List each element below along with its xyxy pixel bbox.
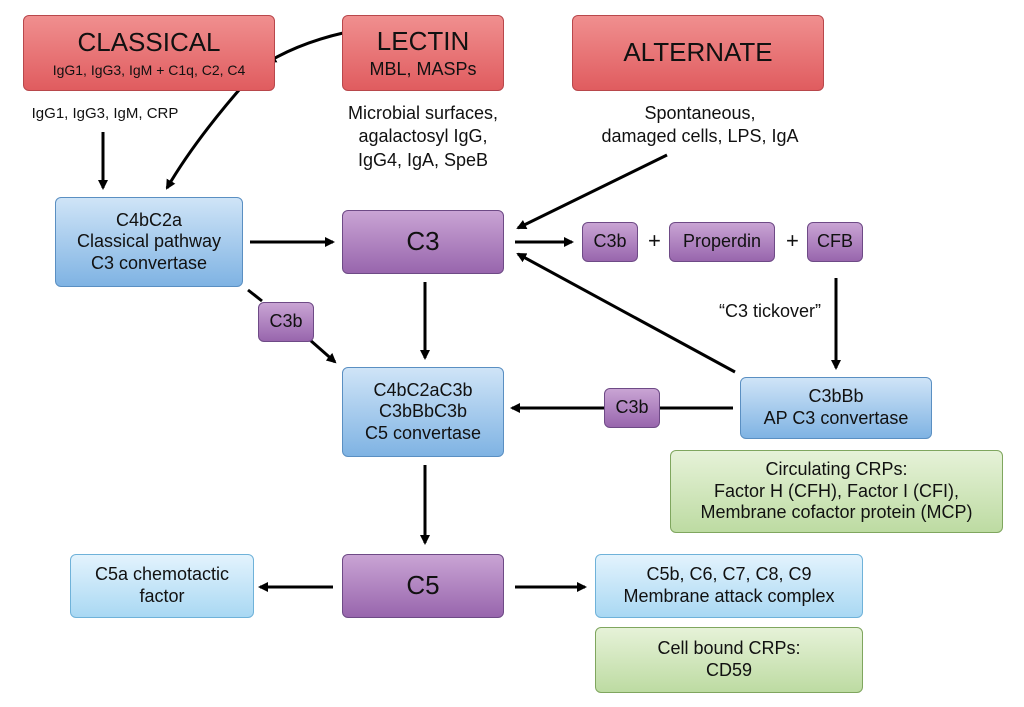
cp-convertase-line: Classical pathway [76, 231, 222, 252]
ap-convertase-line: AP C3 convertase [763, 408, 909, 428]
circulating-crps-line: Membrane cofactor protein (MCP) [700, 502, 973, 523]
ap-convertase-line: C3bBb [808, 386, 864, 407]
mac-line: C5b, C6, C7, C8, C9 [646, 564, 812, 585]
classical-subtitle: IgG1, IgG3, IgM + C1q, C2, C4 [52, 62, 246, 79]
cfb-box [807, 222, 863, 262]
classical-trigger-label: IgG1, IgG3, IgM, CRP [31, 105, 179, 122]
c5-convertase-line: C3bBbC3b [378, 401, 468, 422]
c3-tickover-label: “C3 tickover” [718, 301, 821, 321]
c5-convertase-box [342, 367, 504, 457]
alternate-trigger-line: damaged cells, LPS, IgA [601, 126, 799, 147]
c5a-box [70, 554, 254, 618]
c3b-label: C3b [593, 231, 627, 252]
lectin-trigger-label [322, 102, 524, 172]
ap-c3-convertase-box [740, 377, 932, 439]
arrow-cp-convertase-to-c3b [248, 290, 262, 301]
cp-convertase-line: C3 convertase [90, 252, 208, 273]
circulating-crps-line: Circulating CRPs: [765, 459, 908, 480]
c3b-label: C3b [615, 397, 649, 418]
c5-convertase-line: C4bC2aC3b [373, 379, 473, 400]
mac-line: Membrane attack complex [623, 586, 835, 606]
alternate-trigger-label [575, 102, 825, 149]
lectin-subtitle: MBL, MASPs [369, 58, 477, 79]
alternate-title: ALTERNATE [623, 37, 773, 68]
cfb-label: CFB [817, 231, 853, 252]
plus-sign: + [648, 228, 661, 253]
c3b-left-box [258, 302, 314, 342]
arrow-c3b-to-c5-convertase [310, 340, 335, 362]
cell-bound-crps-line: Cell bound CRPs: [657, 638, 801, 659]
c3-label: C3 [406, 226, 440, 257]
c3b-mid-box [604, 388, 660, 428]
c3-box [342, 210, 504, 274]
cp-convertase-line: C4bC2a [115, 209, 183, 230]
alternate-trigger-line: Spontaneous, [644, 103, 756, 123]
c3b-tickover-box [582, 222, 638, 262]
mac-box [595, 554, 863, 618]
circulating-crps-box [670, 450, 1003, 533]
circulating-crps-line: Factor H (CFH), Factor I (CFI), [714, 480, 959, 501]
lectin-trigger-line: agalactosyl IgG, [358, 126, 488, 147]
c5-convertase-line: C5 convertase [364, 422, 482, 443]
c5a-line: C5a chemotactic [94, 564, 230, 585]
lectin-pathway-box [342, 15, 504, 91]
plus-sign: + [786, 228, 799, 253]
cell-bound-crps-line: CD59 [705, 660, 753, 680]
lectin-trigger-line: Microbial surfaces, [347, 103, 499, 123]
properdin-box [669, 222, 775, 262]
cp-c3-convertase-box [55, 197, 243, 287]
classical-title: CLASSICAL [77, 27, 221, 57]
alternate-pathway-box [572, 15, 824, 91]
c5-label: C5 [406, 570, 440, 601]
c5-box [342, 554, 504, 618]
classical-pathway-box [23, 15, 275, 91]
properdin-label: Properdin [682, 231, 762, 252]
arrow-classical-to-cp-convertase [167, 82, 246, 188]
arrow-alternate-to-c3 [518, 155, 667, 228]
lectin-trigger-line: IgG4, IgA, SpeB [357, 149, 489, 170]
c5a-line: factor [139, 586, 185, 606]
cell-bound-crps-box [595, 627, 863, 693]
c3b-label: C3b [269, 311, 303, 332]
lectin-title: LECTIN [376, 25, 470, 56]
